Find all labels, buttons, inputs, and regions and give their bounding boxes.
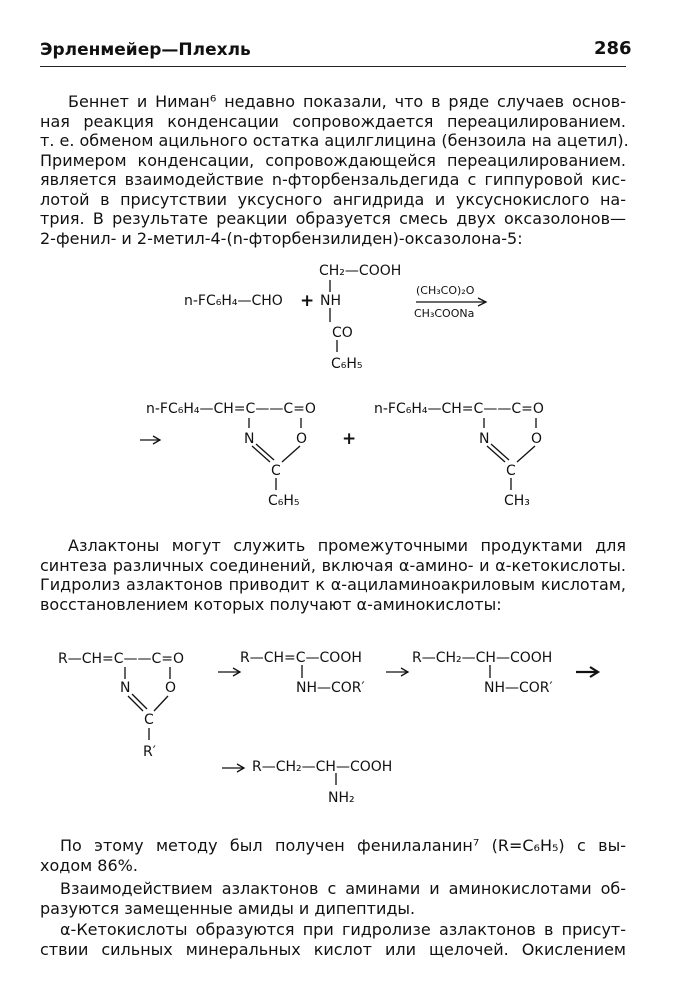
acrylic-acid-bottom: NH—COR′ [296, 680, 365, 696]
ring-c-right: C [506, 463, 516, 479]
amino-acid-bottom: NH₂ [328, 790, 355, 806]
running-header-title: Эрленмейер—Плехль [40, 40, 251, 60]
text-line: Примером конденсации, сопровождающейся переацилированием. [40, 150, 626, 170]
reagent-sodium-acetate: CH₃COONa [414, 307, 475, 320]
text-line: Азлактоны могут служить промежуточными продуктами для [68, 536, 626, 555]
amino-acid-top: R—CH₂—CH—COOH [252, 759, 393, 775]
azlactone-r-prime: R′ [143, 744, 156, 760]
glycine-co: CO [332, 325, 353, 341]
text-line: ствии сильных минеральных кислот или щелочей. Окислением [40, 939, 626, 959]
paragraph-azlactones [40, 536, 626, 614]
azlactone-chain: R—CH=C——C=O [58, 651, 185, 667]
product-right-chain: n-FC₆H₄—CH=C——C=O [374, 401, 544, 417]
text-line: Гидролиз азлактонов приводит к α-ациламиноакриловым кислотам, [40, 575, 626, 594]
ring-n-right: N [479, 431, 490, 447]
paragraph-phenylalanine [40, 836, 626, 875]
text-line: синтеза различных соединений, включая α-амино- и α-кетокислоты. [40, 555, 626, 575]
ring-n-left: N [244, 431, 255, 447]
paragraph-amides [40, 879, 626, 918]
ring-c-left: C [271, 463, 281, 479]
page-number: 286 [594, 38, 632, 59]
acrylic-acid-top: R—CH=C—COOH [240, 650, 362, 666]
text-line: лотой в присутствии уксусного ангидрида и уксуснокислого на- [40, 189, 626, 209]
text-line: восстановлением которых получают α-аминокислоты: [40, 594, 502, 614]
left-phenyl: C₆H₅ [268, 493, 300, 509]
azlactone-ring-o: O [165, 680, 177, 696]
text-line: является взаимодействие n-фторбензальдегида с гиппуровой кис- [40, 170, 626, 189]
ring-o-left: O [296, 431, 308, 447]
azlactone-ring-c: C [144, 712, 154, 728]
scheme1-bonds [140, 280, 536, 490]
text-line: 2-фенил- и 2-метил-4-(n-фторбензилиден)-оксазолона-5: [40, 228, 523, 248]
ring-o-right: O [531, 431, 543, 447]
text-line: По этому методу был получен фенилаланин⁷ (R=C₆H₅) с вы- [60, 836, 626, 855]
reduced-acid-top: R—CH₂—CH—COOH [412, 650, 553, 666]
text-line: трия. В результате реакции образуется смесь двух оксазолонов— [40, 209, 626, 228]
product-left-chain: n-FC₆H₄—CH=C——C=O [146, 401, 316, 417]
text-line: т. е. обменом ацильного остатка ацилглицина (бензоила на ацетил). [40, 131, 629, 150]
right-methyl: CH₃ [504, 493, 530, 509]
azlactone-ring-n: N [120, 680, 131, 696]
text-line: Взаимодействием азлактонов с аминами и аминокислотами об- [60, 879, 626, 898]
glycine-ch2-cooh: CH₂—COOH [319, 263, 402, 279]
text-line: α-Кетокислоты образуются при гидролизе азлактонов в присут- [60, 920, 626, 939]
glycine-nh: NH [320, 293, 341, 309]
paragraph-ketoacids [40, 920, 626, 959]
reduced-acid-bottom: NH—COR′ [484, 680, 553, 696]
text-line: ходом 86%. [40, 855, 138, 875]
reagent-acetic-anhydride: (CH₃CO)₂O [416, 284, 475, 297]
text-line: ная реакция конденсации сопровождается переацилированием. [40, 111, 626, 131]
plus-sign-products: + [342, 429, 357, 449]
aldehyde-reactant: n-FC₆H₄—CHO [184, 293, 283, 309]
text-line: Беннет и Ниман⁶ недавно показали, что в ряде случаев основ- [68, 92, 626, 111]
glycine-phenyl: C₆H₅ [331, 356, 363, 372]
text-line: разуются замещенные амиды и дипептиды. [40, 898, 416, 918]
plus-sign: + [300, 291, 315, 311]
